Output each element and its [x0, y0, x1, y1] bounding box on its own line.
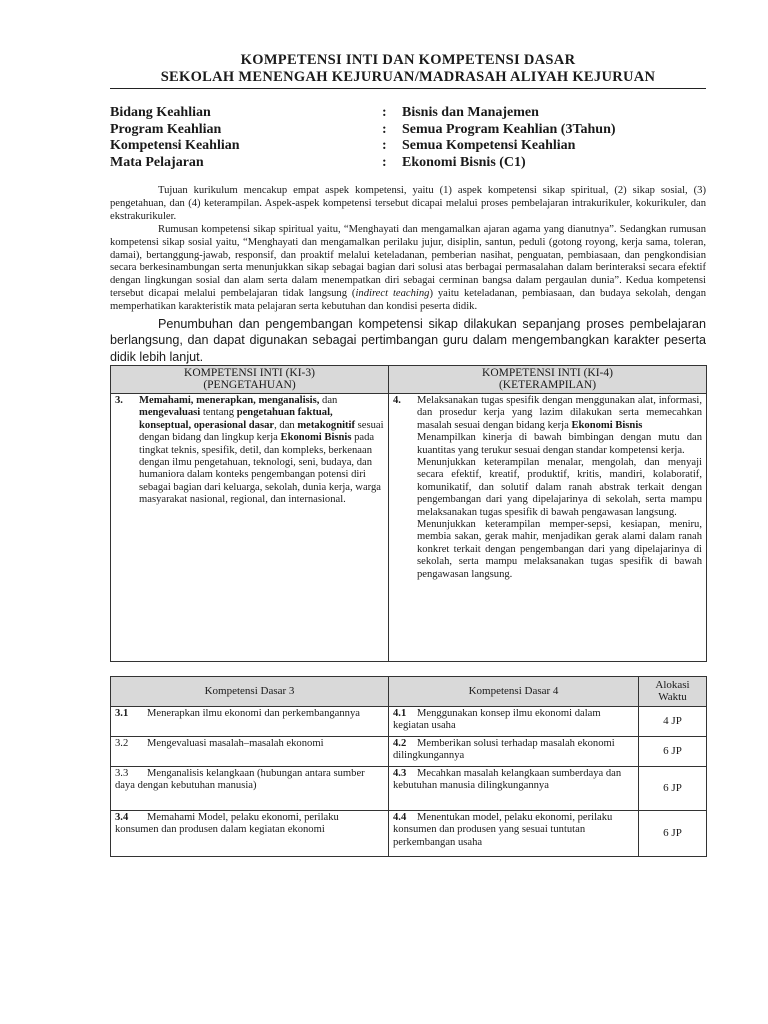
ki4-header: KOMPETENSI INTI (KI-4) (KETERAMPILAN) [389, 365, 707, 393]
title-divider [110, 88, 706, 89]
kd3-header: Kompetensi Dasar 3 [111, 676, 389, 706]
kompetensi-inti-table [110, 365, 707, 662]
table-row: 3.2 Mengevaluasi masalah–masalah ekonomi 4.2 Memberikan solusi terhadap masalah ekonomi dilingkungannya 6 JP [111, 736, 707, 766]
meta-row-bidang: Bidang Keahlian : Bisnis dan Manajemen [110, 105, 539, 120]
ki3-header: KOMPETENSI INTI (KI-3) (PENGETAHUAN) [111, 365, 389, 393]
course-meta [110, 105, 706, 171]
meta-row-program: Program Keahlian : Semua Program Keahlian (3Tahun) [110, 121, 616, 137]
table-row: 3.4 Memahami Model, pelaku ekonomi, perilaku konsumen dan produsen dalam kegiatan ekonomi 4.4 Menentukan model, pelaku ekonomi, perilaku konsumen dan produsen yang sesuai tuntutan perkembangan usaha 6 JP [111, 810, 707, 856]
meta-row-kompetensi: Kompetensi Keahlian : Semua Kompetensi Keahlian [110, 138, 576, 153]
intro-paragraph-3: Penumbuhan dan pengembangan kompetensi sikap dilakukan sepanjang proses pembelajaran berlangsung, dan dapat digunakan sebagai pertimbangan guru dalam mengembangkan karakter peserta didik lebih lanjut. [110, 317, 706, 364]
document-page [110, 52, 706, 857]
document-title-line-1: KOMPETENSI INTI DAN KOMPETENSI DASAR [240, 52, 576, 68]
meta-row-mata-pelajaran: Mata Pelajaran : Ekonomi Bisnis (C1) [110, 154, 526, 170]
kompetensi-dasar-table [110, 676, 707, 857]
intro-paragraph-2: Rumusan kompetensi sikap spiritual yaitu, “Menghayati dan mengamalkan ajaran agama yang dianutnya”. Sedangkan rumusan kompetensi sikap sosial yaitu, “Menghayati dan mengamalkan perilaku jujur, disiplin, santun, peduli (gotong royong, kerja sama, toleran, damai), bertanggung-jawab, responsif, dan proaktif melalui keteladanan, pemberian nasihat, penguatan, pembiasaan, dan pengkondisian secara berkesinambungan serta menunjukkan sikap sebagai bagian dari solusi atas berbagai permasalahan dalam berinteraksi secara efektif dengan lingkungan sosial dan alam serta dalam menempatkan diri sebagai cerminan bangsa dalam pergaulan dunia”. Kedua kompetensi tersebut dicapai melalui pembelajaran tidak langsung (indirect teaching) yaitu keteladanan, pembiasaan, dan budaya sekolah, dengan memperhatikan karakteristik mata pelajaran serta kebutuhan dan kondisi peserta didik. [110, 223, 706, 313]
table-row: 3.1 Menerapkan ilmu ekonomi dan perkembangannya 4.1 Menggunakan konsep ilmu ekonomi dalam kegiatan usaha 4 JP [111, 706, 707, 736]
ki4-cell: 4. Melaksanakan tugas spesifik dengan menggunakan alat, informasi, dan prosedur kerja yang lazim dilakukan serta memecahkan masalah sesuai dengan bidang kerja Ekonomi Bisnis Menampilkan kinerja di bawah bimbingan dengan mutu dan kuantitas yang terukur sesuai dengan standar kompetensi kerja. Menunjukkan keterampilan menalar, mengolah, dan menyaji secara efektif, kreatif, produktif, kritis, mandiri, kolaboratif, komunikatif, dan solutif dalam ranah abstrak terkait dengan pengembangan dari yang dipelajarinya di sekolah, serta mampu melaksanakan tugas spesifik di bawah pengawasan langsung. Menunjukkan keterampilan memper-sepsi, kesiapan, meniru, membia sakan, gerak mahir, menjadikan gerak alami dalam ranah konkret terkait dengan pengembangan dari yang dipelajarinya di sekolah, serta mampu melaksanakan tugas spesifik di bawah pengawasan langsung. [389, 393, 707, 661]
table-row: 3.3 Menganalisis kelangkaan (hubungan antara sumber daya dengan kebutuhan manusia) 4.3 Mecahkan masalah kelangkaan sumberdaya dan kebutuhan manusia dilingkungannya 6 JP [111, 766, 707, 810]
kd4-header: Kompetensi Dasar 4 [389, 676, 639, 706]
intro-paragraph-1: Tujuan kurikulum mencakup empat aspek kompetensi, yaitu (1) aspek kompetensi sikap spiritual, (2) sikap sosial, (3) pengetahuan, dan (4) keterampilan. Aspek-aspek kompetensi tersebut dicapai melalui proses pembelajaran intrakurikuler, kokurikuler, dan ekstrakurikuler. [110, 185, 706, 222]
alokasi-header: Alokasi Waktu [639, 676, 707, 706]
document-title-line-2: SEKOLAH MENENGAH KEJURUAN/MADRASAH ALIYAH KEJURUAN [160, 69, 656, 85]
ki3-cell: 3. Memahami, menerapkan, menganalisis, dan mengevaluasi tentang pengetahuan faktual, konseptual, operasional dasar, dan metakognitif sesuai dengan bidang dan lingkup kerja Ekonomi Bisnis pada tingkat teknis, spesifik, detil, dan kompleks, berkenaan dengan ilmu pengetahuan, teknologi, seni, budaya, dan humaniora dalam konteks pengembangan potensi diri sebagai bagian dari keluarga, sekolah, dunia kerja, warga masyarakat nasional, regional, dan internasional. [111, 393, 389, 661]
